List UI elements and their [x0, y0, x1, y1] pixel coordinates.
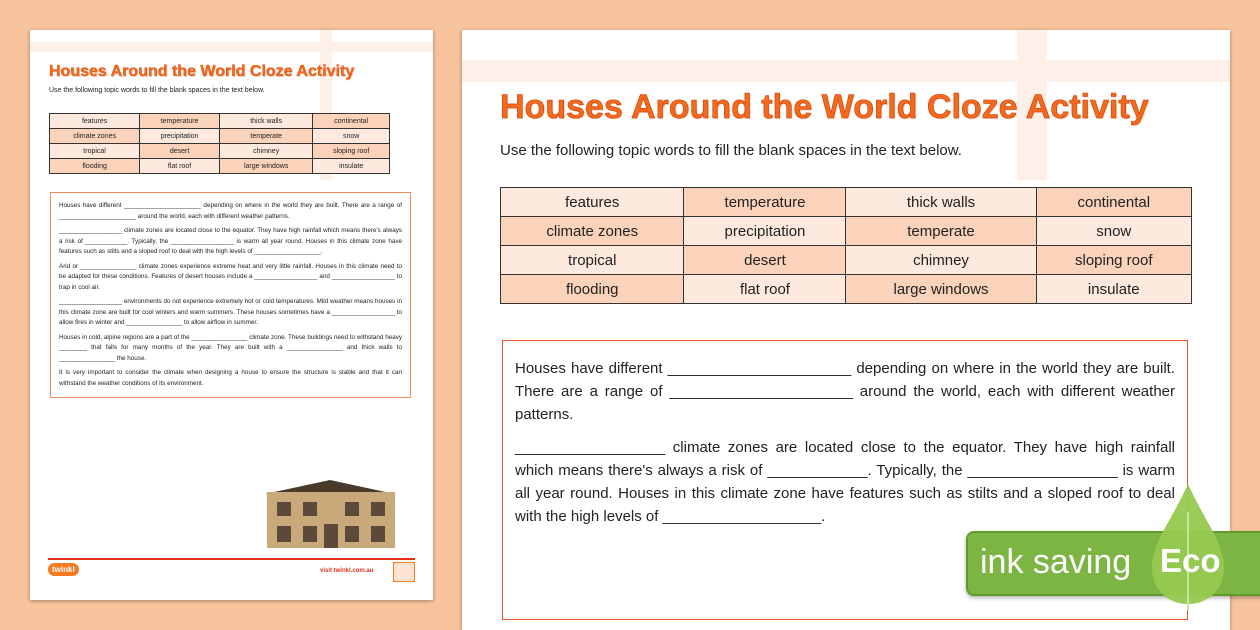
word-bank-cell: temperate: [846, 217, 1036, 246]
cloze-paragraph: Houses have different ______________________ depending on where in the world they are built. There are a range of ______________________ around the world, each with different weather patterns.: [515, 360, 1175, 423]
word-bank-cell: desert: [684, 246, 846, 275]
word-bank-cell: flat roof: [684, 275, 846, 304]
instruction-text: Use the following topic words to fill the blank spaces in the text below.: [49, 87, 265, 94]
thumbnail-page[interactable]: [30, 30, 433, 600]
word-bank-cell: features: [50, 114, 140, 129]
word-bank-row: [501, 275, 1192, 304]
word-bank-cell: temperature: [140, 114, 220, 129]
word-bank-cell: climate zones: [50, 129, 140, 144]
cloze-paragraph: Houses have different ______________________ depending on where in the world they are built. There are a range of ______________________ around the world, each with different weather patterns.: [59, 202, 402, 220]
word-bank-cell: chimney: [846, 246, 1036, 275]
word-bank-cell: flat roof: [140, 159, 220, 174]
page-title: Houses Around the World Cloze Activity: [49, 63, 355, 80]
word-bank-cell: sloping roof: [313, 144, 390, 159]
word-bank-cell: features: [501, 188, 684, 217]
word-bank-cell: flooding: [50, 159, 140, 174]
word-bank-cell: tropical: [501, 246, 684, 275]
cloze-text-box: [50, 192, 411, 398]
word-bank-cell: temperature: [684, 188, 846, 217]
word-bank-row: [50, 114, 390, 129]
twinkl-badge-icon: [393, 562, 415, 582]
cloze-paragraph: It is very important to consider the climate when designing a house to ensure the structure is stable and that it can withstand the weather conditions of its environment.: [59, 369, 402, 387]
word-bank-cell: chimney: [219, 144, 312, 159]
word-bank-cell: precipitation: [684, 217, 846, 246]
footer-url[interactable]: visit twinkl.com.au: [320, 568, 374, 574]
word-bank-cell: thick walls: [846, 188, 1036, 217]
word-bank-cell: tropical: [50, 144, 140, 159]
word-bank-cell: flooding: [501, 275, 684, 304]
cloze-paragraph: __________________ climate zones are located close to the equator. They have high rainfall which means there's always a risk of ____________. Typically, the __________________ is warm all year round. Houses in this climate zone have features such as stilts and a sloped roof to deal with the high levels of ___________________.: [59, 227, 402, 255]
footer-divider: [48, 558, 415, 560]
cloze-paragraph: Arid or ________________ climate zones experience extreme heat and very little rainfall. Houses in this climate need to be adapted for these conditions. Features of desert houses include a __________________ and __________________ to trap in cool air.: [59, 262, 402, 291]
twinkl-logo: twinkl: [48, 563, 79, 576]
word-bank-row: [501, 217, 1192, 246]
house-image: [255, 472, 405, 552]
word-bank-cell: desert: [140, 144, 220, 159]
word-bank-cell: continental: [1036, 188, 1191, 217]
word-bank-cell: thick walls: [219, 114, 312, 129]
word-bank-cell: large windows: [219, 159, 312, 174]
word-bank-cell: snow: [1036, 217, 1191, 246]
word-bank-cell: continental: [313, 114, 390, 129]
word-bank-cell: precipitation: [140, 129, 220, 144]
cloze-paragraph: Houses in cold, alpine regions are a part of the ________________ climate zone. These buildings need to withstand heavy ________ that falls for many months of the year. They are built with a ________________ and thick walls to ________________ the house.: [59, 333, 402, 362]
instruction-text: Use the following topic words to fill the blank spaces in the text below.: [500, 142, 962, 159]
word-bank-cell: climate zones: [501, 217, 684, 246]
ink-saving-label: ink saving: [980, 543, 1132, 581]
word-bank-row: [50, 144, 390, 159]
word-bank-cell: large windows: [846, 275, 1036, 304]
word-bank-row: [50, 159, 390, 174]
cloze-paragraph: __________________ environments do not experience extremely hot or cold temperatures. Mild weather means houses in this climate zone are built for cool winters and warm summers. These houses sometimes have a __________________ to allow fires in winter and ________________ to allow airflow in summer.: [59, 298, 402, 326]
word-bank-cell: snow: [313, 129, 390, 144]
word-bank-cell: temperate: [219, 129, 312, 144]
word-bank-row: [501, 246, 1192, 275]
word-bank-table: [500, 187, 1192, 304]
cloze-paragraph: __________________ climate zones are located close to the equator. They have high rainfall which means there's always a risk of ____________. Typically, the __________________ is warm all year round. Houses in this climate zone have features such as stilts and a sloped roof to deal with the high levels of ___________________.: [515, 439, 1175, 525]
word-bank-cell: sloping roof: [1036, 246, 1191, 275]
word-bank-cell: insulate: [313, 159, 390, 174]
word-bank-row: [50, 129, 390, 144]
word-bank-row: [501, 188, 1192, 217]
background-decoration: [30, 42, 433, 52]
word-bank-cell: insulate: [1036, 275, 1191, 304]
eco-label: Eco: [1160, 542, 1221, 579]
page-title: Houses Around the World Cloze Activity: [500, 88, 1149, 126]
word-bank-table: [49, 113, 390, 174]
background-decoration: [462, 60, 1230, 82]
